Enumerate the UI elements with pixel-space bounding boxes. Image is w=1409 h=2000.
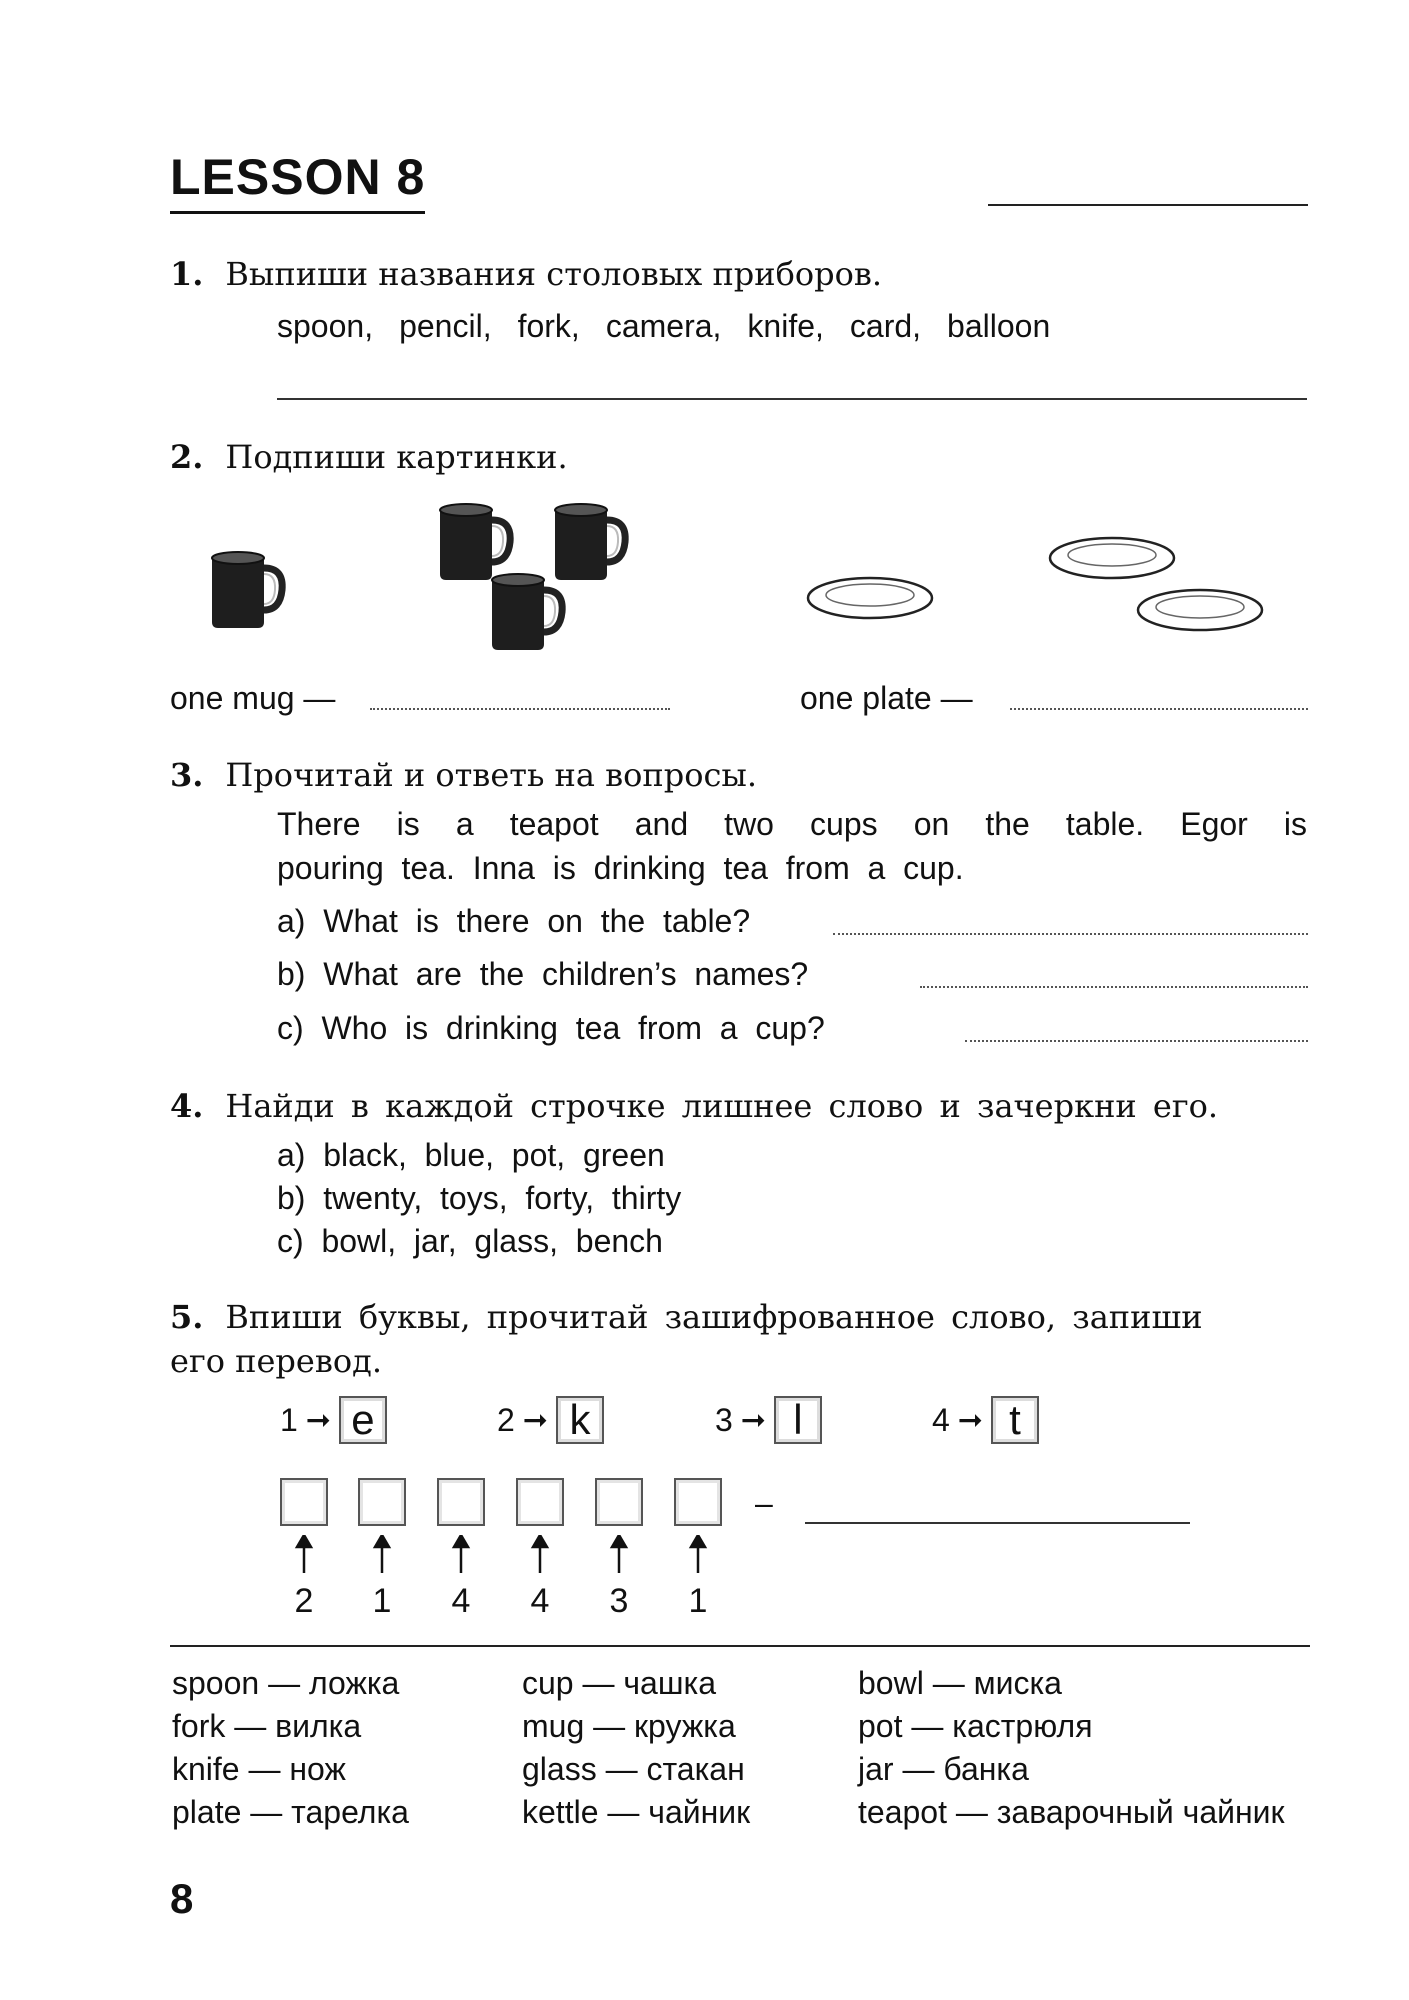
word: There: [277, 806, 361, 842]
code-input-box[interactable]: [358, 1478, 406, 1526]
mug-icon: [492, 574, 562, 650]
dictionary-entry: knife — нож: [172, 1751, 346, 1787]
task4-instruction: [170, 1087, 1218, 1125]
dictionary-separator: [170, 1645, 1310, 1647]
code-dash: –: [755, 1485, 773, 1521]
clue-3: [715, 1396, 822, 1444]
task4-row-b: b) twenty, toys, forty, thirty: [277, 1180, 682, 1216]
word: knife,: [747, 308, 824, 344]
arrow-up-icon: [691, 1535, 705, 1573]
plate-answer-line[interactable]: [1010, 708, 1308, 710]
dictionary-column-3: [858, 1662, 1285, 1834]
dictionary-entry: pot — кастрюля: [858, 1708, 1093, 1744]
dictionary-entry: spoon — ложка: [172, 1665, 400, 1701]
word: two: [724, 806, 774, 842]
clue-4: [932, 1396, 1039, 1444]
clue-number: 4: [932, 1401, 950, 1438]
task3-number: 3.: [170, 756, 204, 794]
clue-letter-box: k: [556, 1396, 604, 1444]
task4-text: Найди в каждой строчке лишнее слово и зачеркни его.: [225, 1087, 1219, 1125]
word: fork,: [517, 308, 580, 344]
code-number: 1: [372, 1582, 392, 1620]
task3-instruction: [170, 756, 757, 794]
code-input-box[interactable]: [280, 1478, 328, 1526]
word: is: [1283, 806, 1307, 842]
code-number: 4: [451, 1582, 471, 1620]
task4-row-a: a) black, blue, pot, green: [277, 1137, 665, 1173]
arrow-up-icon: [612, 1535, 626, 1573]
dictionary-column-2: [522, 1662, 750, 1834]
mug-label: one mug —: [170, 680, 336, 716]
code-input-box[interactable]: [674, 1478, 722, 1526]
task3-text-line2: pouring tea. Inna is drinking tea from a cup.: [277, 850, 964, 886]
arrow-right-icon: ➞: [740, 1403, 766, 1437]
task1-number: 1.: [170, 255, 204, 293]
name-line: [988, 204, 1308, 206]
arrow-right-icon: ➞: [522, 1403, 548, 1437]
code-number: 2: [294, 1582, 314, 1620]
code-input-box[interactable]: [595, 1478, 643, 1526]
word: Egor: [1180, 806, 1248, 842]
code-number: 1: [688, 1582, 708, 1620]
word: teapot: [509, 806, 599, 842]
task3-answer-b[interactable]: [920, 986, 1308, 988]
code-input-box[interactable]: [516, 1478, 564, 1526]
clue-2: [497, 1396, 604, 1444]
code-number: 4: [530, 1582, 550, 1620]
clue-number: 2: [497, 1401, 515, 1438]
mug-single-icon: [212, 552, 282, 628]
clue-letter-box: l: [774, 1396, 822, 1444]
word: camera,: [605, 308, 722, 344]
up-arrows: [280, 1535, 720, 1575]
task5-text-line2: его перевод.: [170, 1342, 382, 1380]
mug-answer-line[interactable]: [370, 708, 670, 710]
word: spoon,: [277, 308, 374, 344]
task2-instruction: [170, 438, 568, 476]
arrow-up-icon: [297, 1535, 311, 1573]
arrow-up-icon: [454, 1535, 468, 1573]
arrow-up-icon: [533, 1535, 547, 1573]
task3-answer-c[interactable]: [965, 1040, 1308, 1042]
clue-1: [280, 1396, 387, 1444]
code-input-box[interactable]: [437, 1478, 485, 1526]
task5-number: 5.: [170, 1298, 204, 1336]
word: balloon: [947, 308, 1051, 344]
task3-answer-a[interactable]: [833, 933, 1308, 935]
task1-instruction: [170, 255, 882, 293]
dictionary-entry: kettle — чайник: [522, 1794, 751, 1830]
code-number: 3: [609, 1582, 629, 1620]
dictionary-entry: bowl — миска: [858, 1665, 1062, 1701]
task3-text-line1: [277, 806, 1307, 843]
dictionary-entry: cup — чашка: [522, 1665, 717, 1701]
word: pencil,: [399, 308, 492, 344]
task1-answer-line[interactable]: [277, 398, 1307, 400]
task3-question-b: b) What are the children’s names?: [277, 956, 809, 992]
mug-icon: [555, 504, 625, 580]
word: card,: [849, 308, 922, 344]
arrow-right-icon: ➞: [957, 1403, 983, 1437]
task3-text: Прочитай и ответь на вопросы.: [225, 756, 758, 794]
task2-text: Подпиши картинки.: [225, 438, 568, 476]
task4-row-c: c) bowl, jar, glass, bench: [277, 1223, 663, 1259]
word: the: [985, 806, 1030, 842]
plate-icon: [1050, 538, 1174, 578]
task2-pictures: [150, 490, 1300, 670]
page-number: 8: [170, 1875, 194, 1922]
dictionary-entry: glass — стакан: [522, 1751, 745, 1787]
word: on: [913, 806, 950, 842]
word: and: [634, 806, 689, 842]
arrow-up-icon: [375, 1535, 389, 1573]
plate-single-icon: [808, 578, 932, 618]
clue-number: 1: [280, 1401, 298, 1438]
word: cups: [810, 806, 878, 842]
dictionary-entry: mug — кружка: [522, 1708, 736, 1744]
clue-letter-box: t: [991, 1396, 1039, 1444]
plate-label: one plate —: [800, 680, 973, 716]
dictionary-entry: plate — тарелка: [172, 1794, 409, 1830]
task4-number: 4.: [170, 1087, 204, 1125]
task1-word-list: [277, 308, 1076, 345]
clue-number: 3: [715, 1401, 733, 1438]
task3-question-c: c) Who is drinking tea from a cup?: [277, 1010, 825, 1046]
dictionary-column-1: [172, 1662, 409, 1834]
arrow-right-icon: ➞: [305, 1403, 331, 1437]
task1-text: Выпиши названия столовых приборов.: [225, 255, 883, 293]
word: a: [455, 806, 474, 842]
task5-text-line1: Впиши буквы, прочитай зашифрованное слово, запиши: [225, 1298, 1203, 1336]
translation-answer-line[interactable]: [805, 1522, 1190, 1524]
task2-number: 2.: [170, 438, 204, 476]
task3-question-a: a) What is there on the table?: [277, 903, 751, 939]
dictionary-entry: teapot — заварочный чайник: [858, 1794, 1285, 1830]
dictionary-entry: fork — вилка: [172, 1708, 362, 1744]
mug-icon: [440, 504, 510, 580]
word: is: [396, 806, 420, 842]
dictionary-entry: jar — банка: [858, 1751, 1029, 1787]
page-title: LESSON 8: [170, 150, 425, 214]
task5-instruction: [170, 1298, 1203, 1336]
word: table.: [1065, 806, 1145, 842]
plate-icon: [1138, 590, 1262, 630]
clue-letter-box: e: [339, 1396, 387, 1444]
